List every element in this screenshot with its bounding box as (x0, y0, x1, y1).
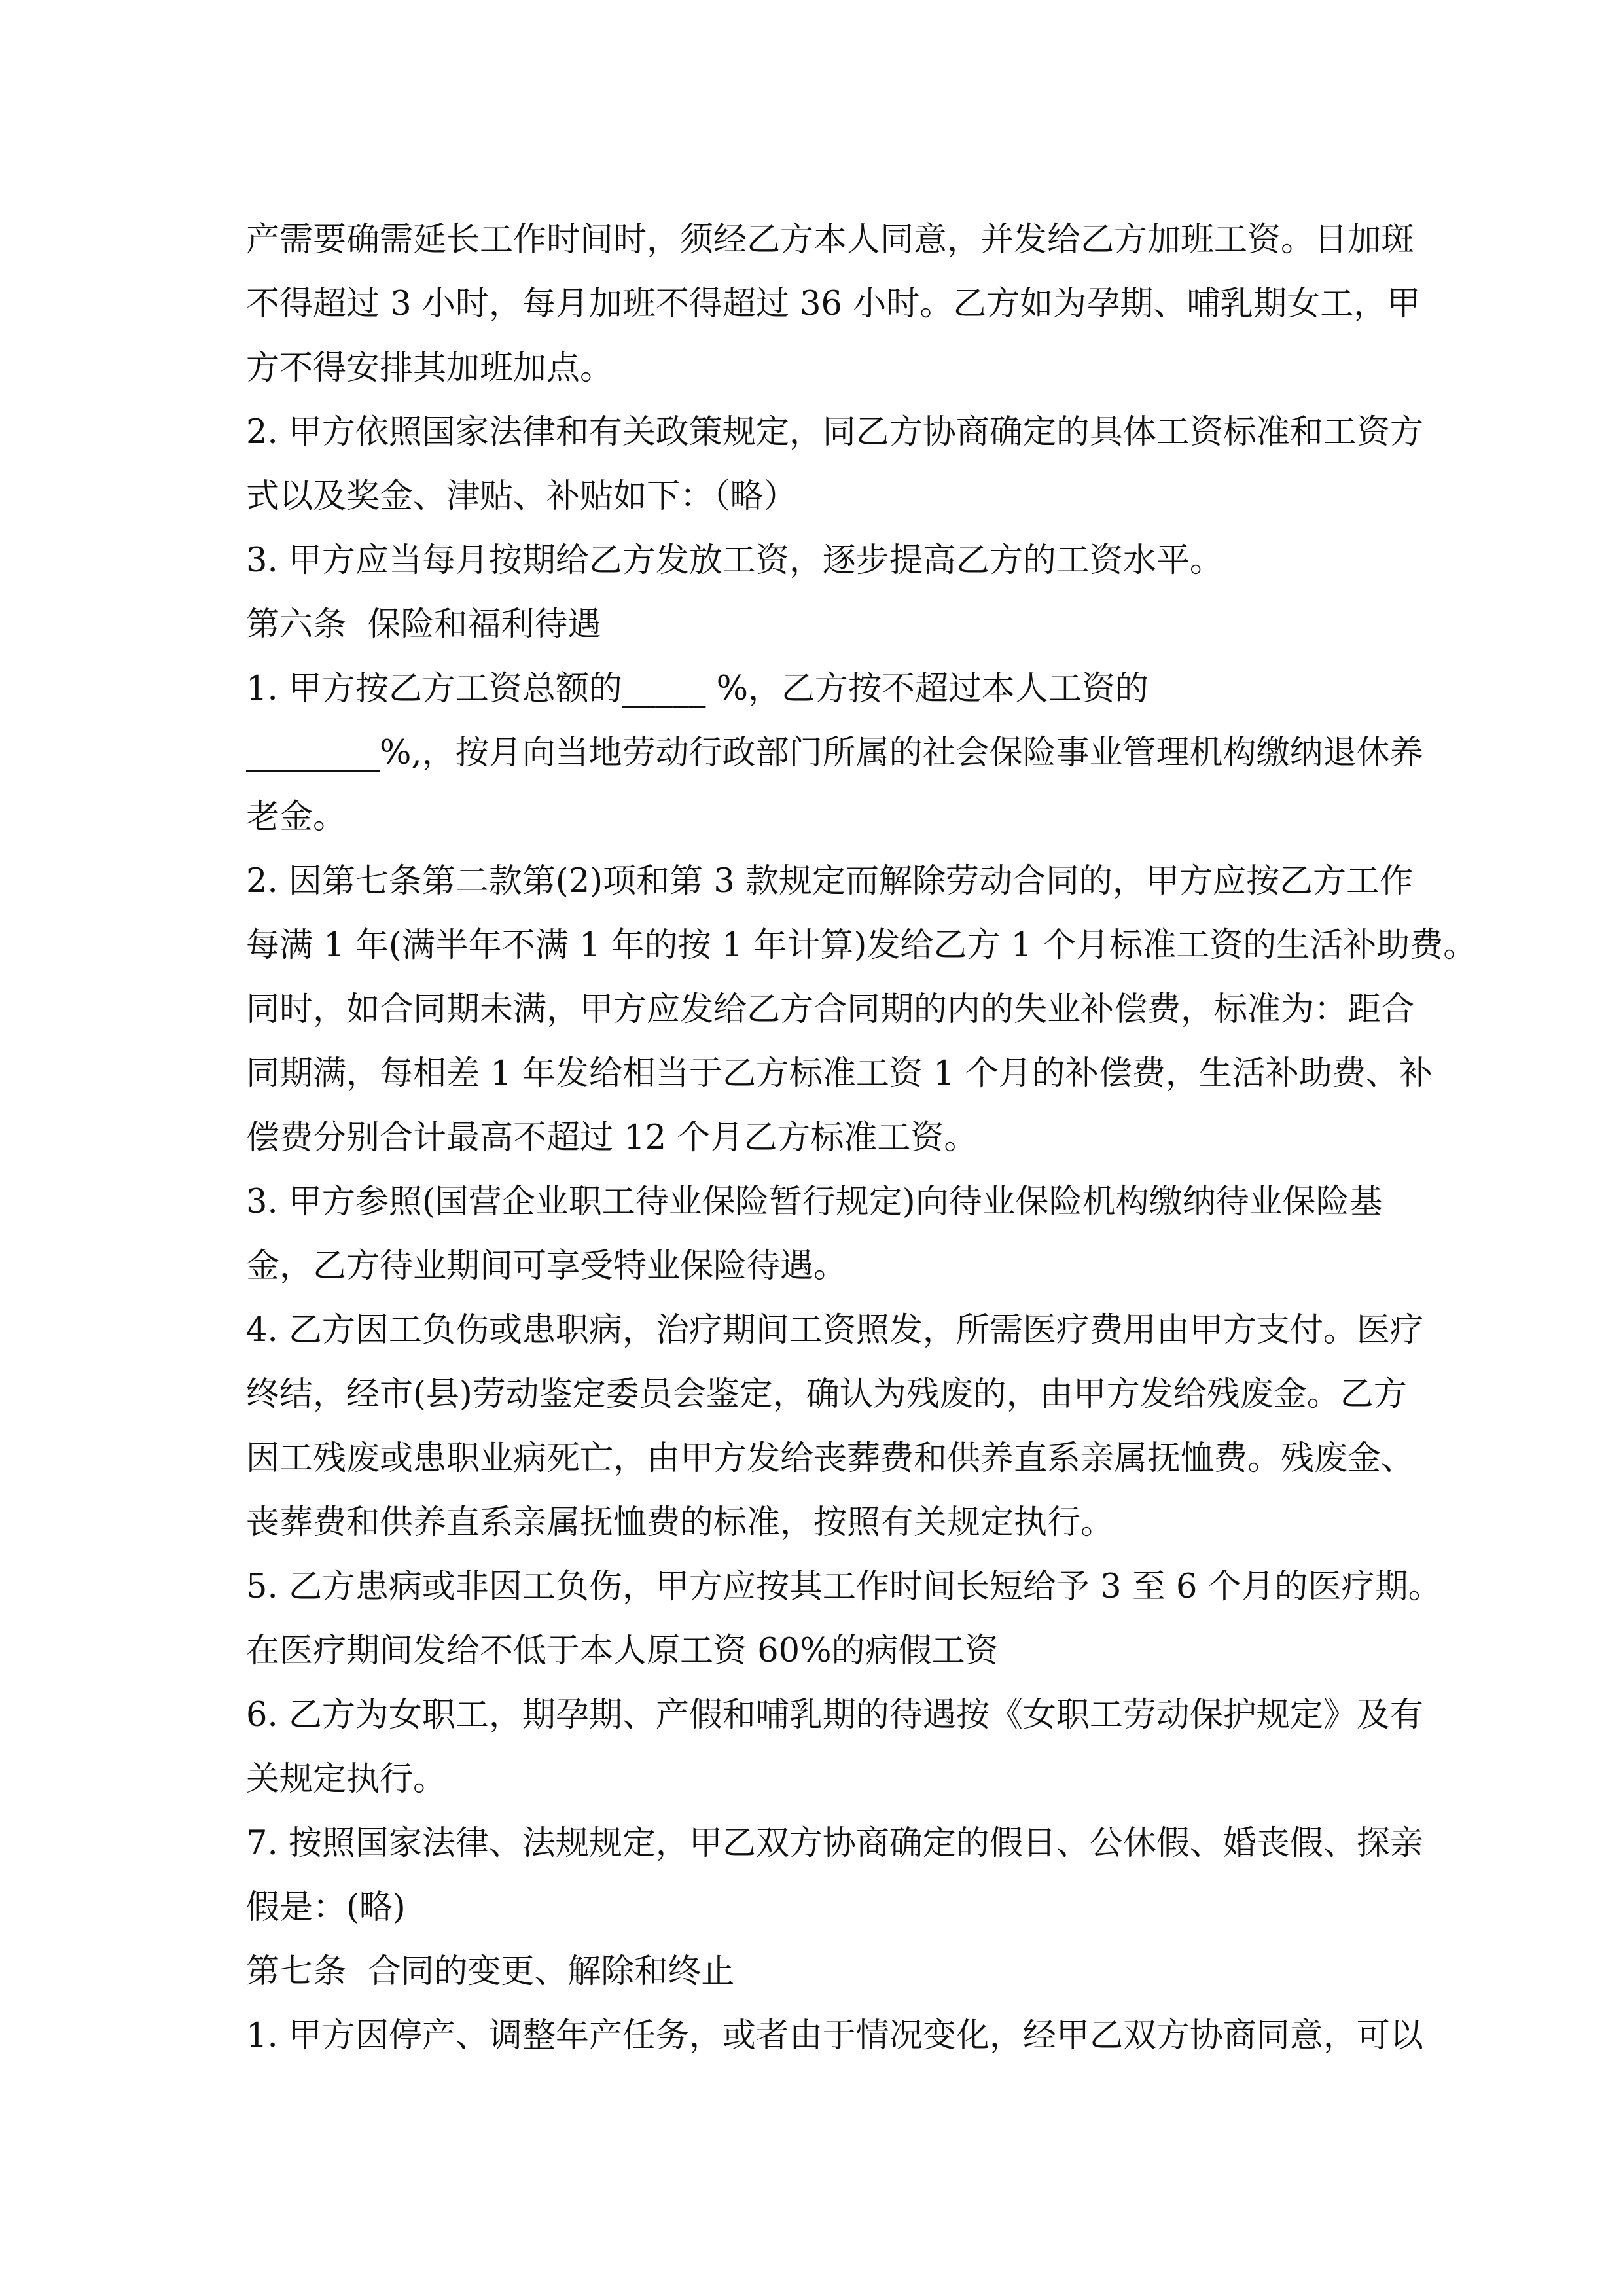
text-line: 式以及奖金、津贴、补贴如下：（略） (246, 477, 797, 516)
text-line: 4. 乙方因工负伤或患职病，治疗期间工资照发，所需医疗费用由甲方支付。医疗 (246, 1311, 1423, 1350)
text-line: 因工残废或患职业病死亡，由甲方发给丧葬费和供养直系亲属抚恤费。残废金、 (246, 1439, 1415, 1478)
text-line: 1. 甲方按乙方工资总额的_____ %，乙方按不超过本人工资的 (246, 670, 1149, 708)
section-heading: 第六条 保险和福利待遇 (246, 605, 601, 644)
text-line: 1. 甲方因停产、调整年产任务，或者由于情况变化，经甲乙双方协商同意，可以 (246, 2017, 1423, 2055)
text-line: 产需要确需延长工作时间时，须经乙方本人同意，并发给乙方加班工资。日加斑 (246, 221, 1415, 259)
text-line: 3. 甲方应当每月按期给乙方发放工资，逐步提高乙方的工资水平。 (246, 541, 1223, 580)
text-line: 5. 乙方患病或非因工负伤，甲方应按其工作时间长短给予 3 至 6 个月的医疗期。 (246, 1568, 1442, 1606)
text-line: 2. 甲方依照国家法律和有关政策规定，同乙方协商确定的具体工资标准和工资方 (246, 413, 1423, 452)
section-heading: 第七条 合同的变更、解除和终止 (246, 1952, 735, 1991)
text-line: 不得超过 3 小时，每月加班不得超过 36 小时。乙方如为孕期、哺乳期女工，甲 (246, 285, 1421, 323)
text-line: 3. 甲方参照(国营企业职工待业保险暂行规定)向待业保险机构缴纳待业保险基 (246, 1183, 1383, 1221)
text-line: 偿费分别合计最高不超过 12 个月乙方标准工资。 (246, 1119, 978, 1157)
text-line: 同时，如合同期未满，甲方应发给乙方合同期的内的失业补偿费，标准为：距合 (246, 990, 1415, 1029)
text-line: 同期满，每相差 1 年发给相当于乙方标准工资 1 个月的补偿费，生活补助费、补 (246, 1054, 1433, 1093)
text-line: 关规定执行。 (246, 1760, 447, 1799)
text-line: 每满 1 年(满半年不满 1 年的按 1 年计算)发给乙方 1 个月标准工资的生活补助费。 (246, 926, 1477, 965)
text-line: 2. 因第七条第二款第(2)项和第 3 款规定而解除劳动合同的，甲方应按乙方工作 (246, 862, 1413, 901)
text-line: 丧葬费和供养直系亲属抚恤费的标准，按照有关规定执行。 (246, 1503, 1115, 1542)
text-line: 6. 乙方为女职工，期孕期、产假和哺乳期的待遇按《女职工劳动保护规定》及有 (246, 1696, 1423, 1734)
text-line: 假是：(略) (246, 1888, 406, 1927)
text-line: 老金。 (246, 798, 347, 836)
text-line: 在医疗期间发给不低于本人原工资 60%的病假工资 (246, 1632, 999, 1670)
text-line: 方不得安排其加班加点。 (246, 349, 614, 387)
document-page (246, 208, 1477, 2068)
text-line: 终结，经市(县)劳动鉴定委员会鉴定，确认为残废的，由甲方发给残废金。乙方 (246, 1375, 1407, 1414)
text-line: 7. 按照国家法律、法规规定，甲乙双方协商确定的假日、公休假、婚丧假、探亲 (246, 1824, 1423, 1863)
text-line: 金，乙方待业期间可享受特业保险待遇。 (246, 1247, 847, 1285)
text-line: ________%,，按月向当地劳动行政部门所属的社会保险事业管理机构缴纳退休养 (246, 734, 1423, 772)
